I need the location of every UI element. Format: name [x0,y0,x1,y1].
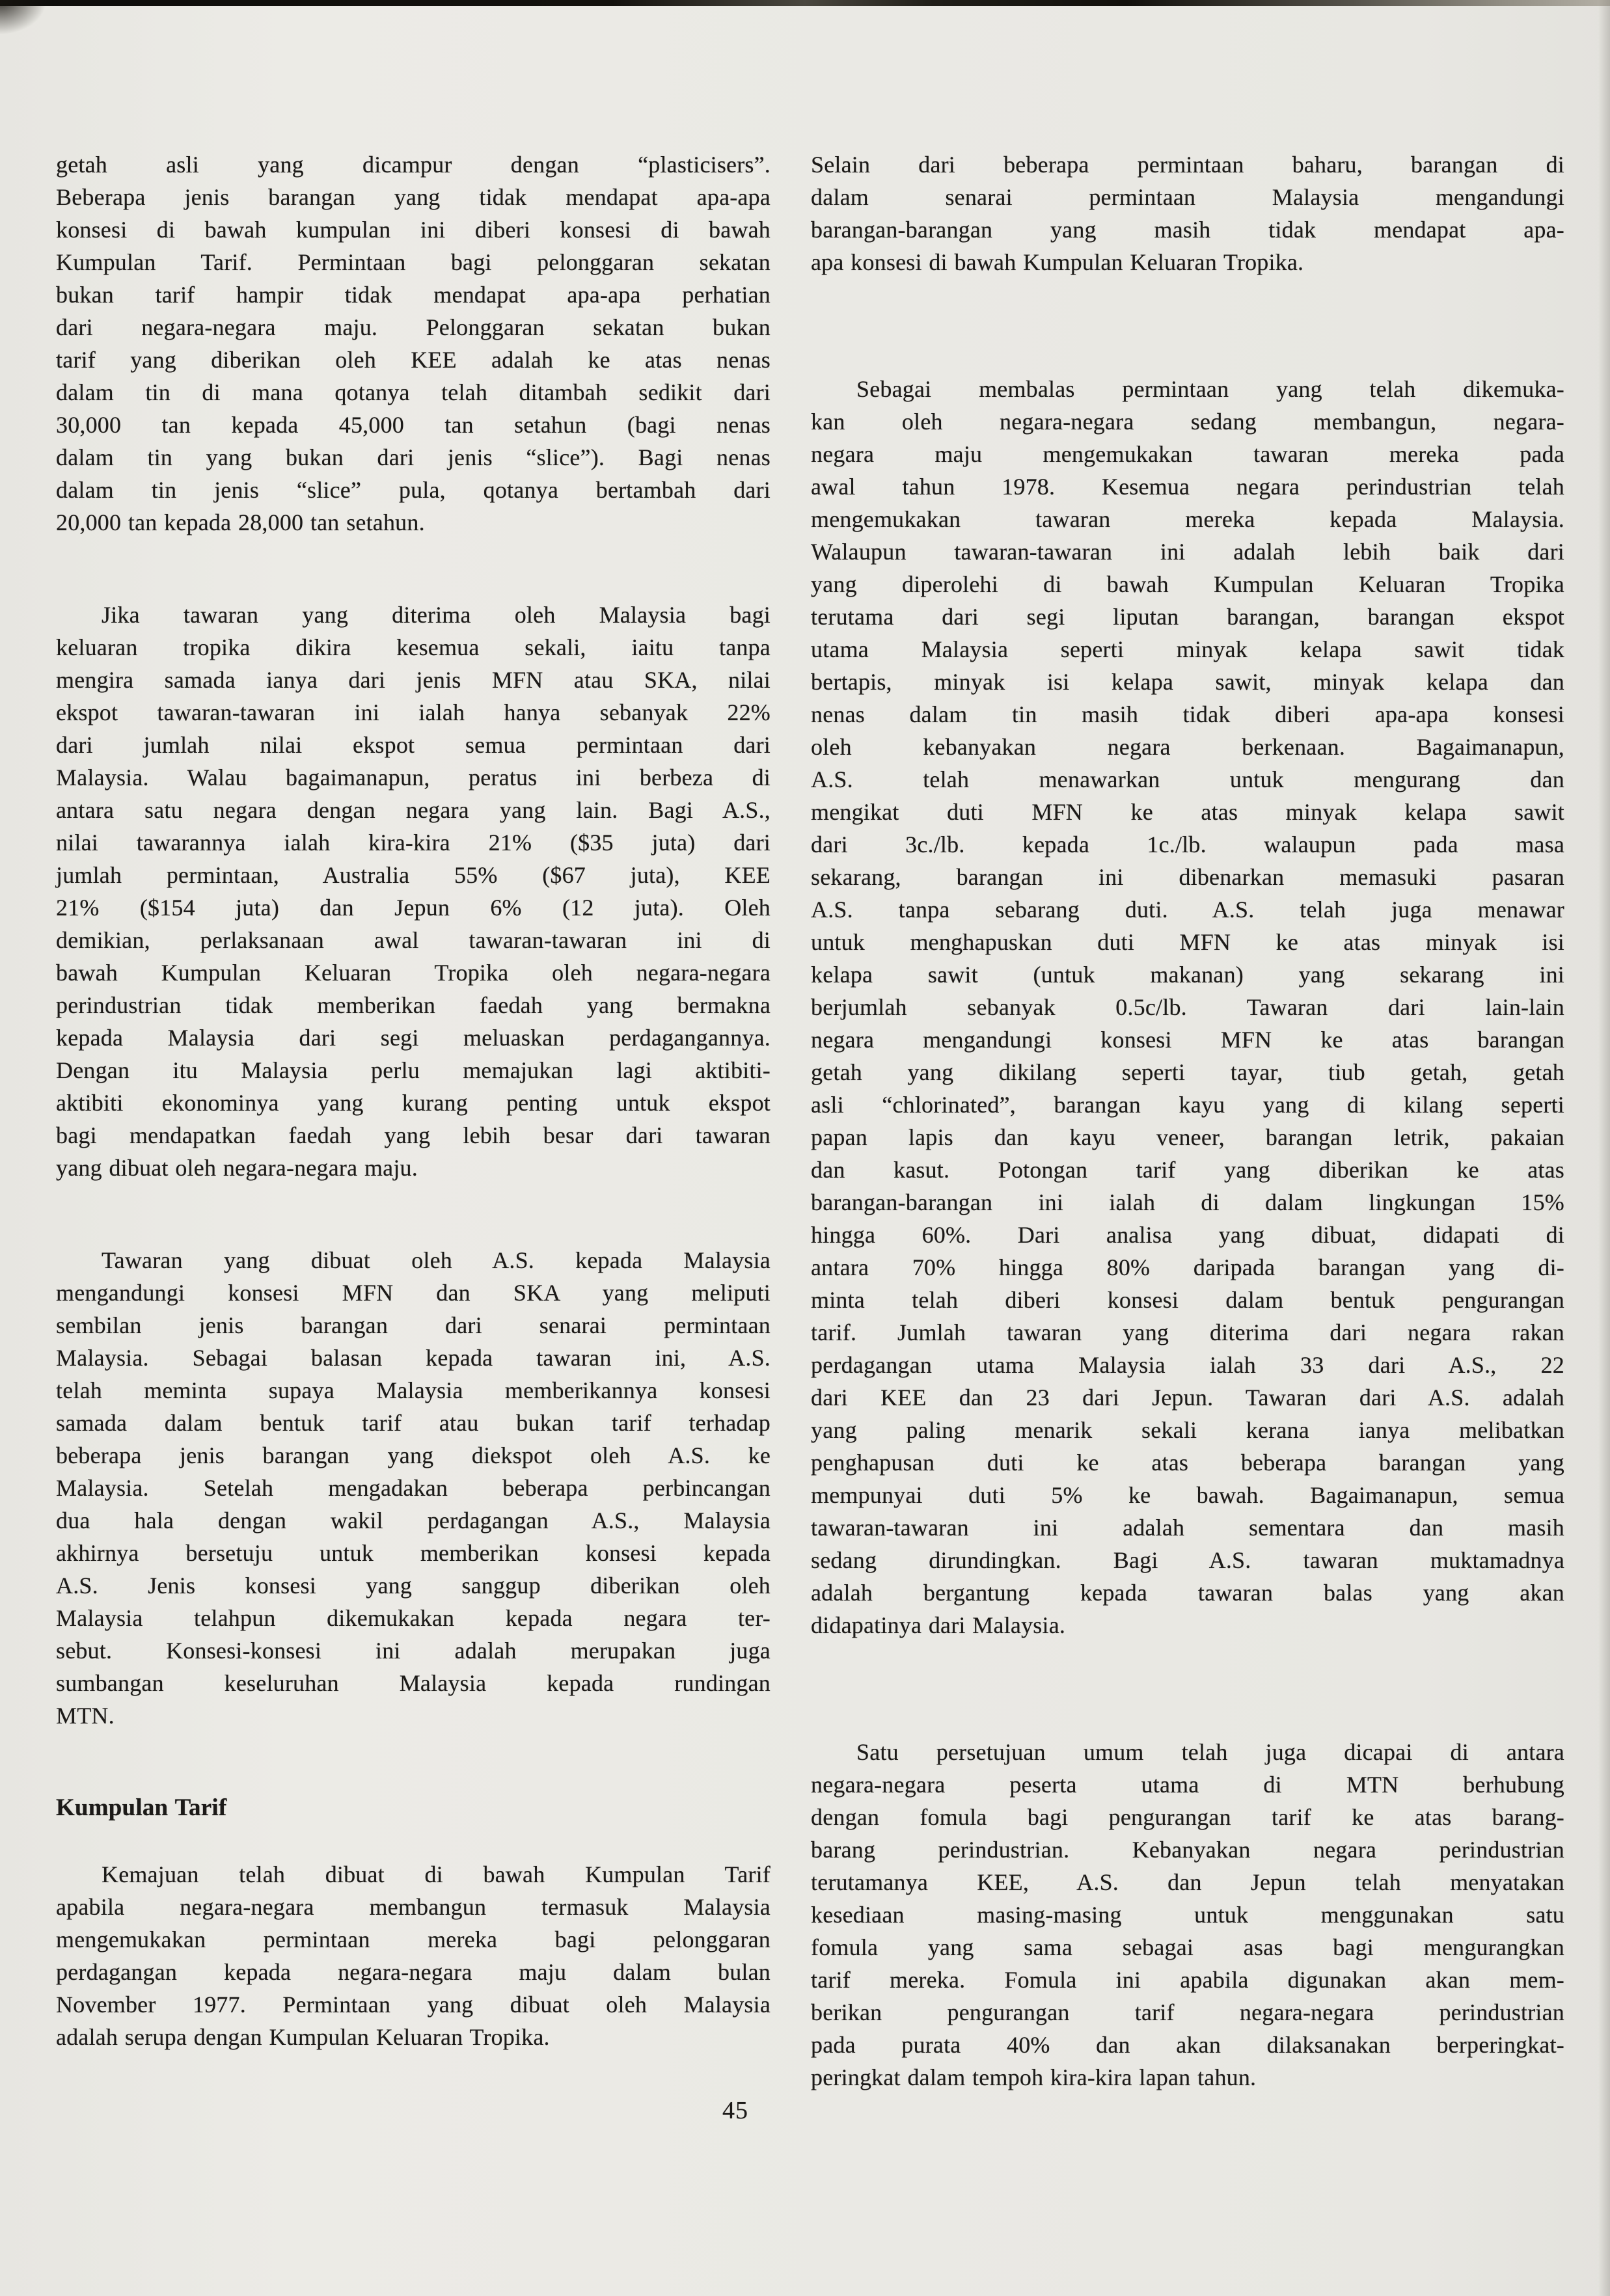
text-line: dari jumlah nilai ekspot semua permintaan dari [56,732,771,758]
text-line: beberapa jenis barangan yang diekspot oleh A.S. ke [56,1442,771,1468]
scan-corner-shade [0,0,46,34]
text-line: telah meminta supaya Malaysia memberikannya konsesi [56,1377,771,1403]
paragraph [811,373,1564,1641]
text-line: sumbangan keseluruhan Malaysia kepada rundingan [56,1670,771,1696]
text-line: dan kasut. Potongan tarif yang diberikan ke atas [811,1157,1564,1183]
text-line: negara mengandungi konsesi MFN ke atas barangan [811,1027,1564,1053]
paragraph [56,1858,771,2053]
text-line: Beberapa jenis barangan yang tidak mendapat apa-apa [56,184,771,210]
text-line: Malaysia. Walau bagaimanapun, peratus ini berbeza di [56,764,771,790]
text-line: dari 3c./lb. kepada 1c./lb. walaupun pada masa [811,831,1564,858]
text-line: dalam tin jenis “slice” pula, qotanya bertambah dari [56,477,771,503]
text-line: sekarang, barangan ini dibenarkan memasuki pasaran [811,864,1564,890]
paragraph [811,148,1564,278]
right-column [811,148,1564,2094]
text-line: pada purata 40% dan akan dilaksanakan berperingkat- [811,2032,1564,2058]
text-line: tarif mereka. Fomula ini apabila digunakan akan mem- [811,1967,1564,1993]
text-line: dalam tin di mana qotanya telah ditambah sedikit dari [56,379,771,405]
text-line: apabila negara-negara membangun termasuk Malaysia [56,1894,771,1920]
text-line: bagi mendapatkan faedah yang lebih besar dari tawaran [56,1122,771,1148]
text-line: negara-negara peserta utama di MTN berhubung [811,1772,1564,1798]
text-line: A.S. telah menawarkan untuk mengurang dan [811,766,1564,792]
text-line: peringkat dalam tempoh kira-kira lapan tahun. [811,2064,1257,2090]
text-line: dalam tin yang bukan dari jenis “slice”). Bagi nenas [56,444,771,470]
paragraph [56,1244,771,1732]
text-line: dari KEE dan 23 dari Jepun. Tawaran dari A.S. adalah [811,1384,1564,1411]
section-heading: Kumpulan Tarif [56,1794,227,1821]
text-line: penghapusan duti ke atas beberapa barangan yang [811,1450,1564,1476]
text-line: samada dalam bentuk tarif atau bukan tarif terhadap [56,1410,771,1436]
text-line: yang diperolehi di bawah Kumpulan Keluaran Tropika [811,571,1564,597]
text-line: dengan fomula bagi pengurangan tarif ke atas barang- [811,1804,1564,1830]
text-line: dua hala dengan wakil perdagangan A.S., Malaysia [56,1507,771,1533]
text-line: papan lapis dan kayu veneer, barangan letrik, pakaian [811,1124,1564,1150]
text-line: adalah serupa dengan Kumpulan Keluaran Tropika. [56,2024,550,2050]
text-line: asli “chlorinated”, barangan kayu yang di kilang seperti [811,1092,1564,1118]
text-line: sebut. Konsesi-konsesi ini adalah merupakan juga [56,1638,771,1664]
text-line: aktibiti ekonominya yang kurang penting untuk ekspot [56,1090,771,1116]
paragraph [56,599,771,1184]
text-line: Malaysia. Setelah mengadakan beberapa perbincangan [56,1475,771,1501]
text-line: barangan-barangan yang masih tidak mendapat apa- [811,217,1564,243]
text-line: Walaupun tawaran-tawaran ini adalah lebih baik dari [811,539,1564,565]
text-line: terutamanya KEE, A.S. dan Jepun telah menyatakan [811,1869,1564,1895]
text-line: antara satu negara dengan negara yang lain. Bagi A.S., [56,797,771,823]
text-line: kesediaan masing-masing untuk menggunakan satu [811,1902,1564,1928]
text-line: nilai tawarannya ialah kira-kira 21% ($35 juta) dari [56,830,771,856]
text-line: minta telah diberi konsesi dalam bentuk pengurangan [811,1287,1564,1313]
text-line: A.S. tanpa sebarang duti. A.S. telah juga menawar [811,897,1564,923]
text-line: November 1977. Permintaan yang dibuat oleh Malaysia [56,1992,771,2018]
text-line: sembilan jenis barangan dari senarai permintaan [56,1312,771,1338]
text-line: barang perindustrian. Kebanyakan negara perindustrian [811,1837,1564,1863]
text-line: awal tahun 1978. Kesemua negara perindustrian telah [811,474,1564,500]
text-line: adalah bergantung kepada tawaran balas yang akan [811,1580,1564,1606]
text-line: barangan-barangan ini ialah di dalam lingkungan 15% [811,1189,1564,1215]
text-line: Malaysia telahpun dikemukakan kepada negara ter- [56,1605,771,1631]
text-line: Tawaran yang dibuat oleh A.S. kepada Malaysia [102,1247,771,1273]
text-line: bertapis, minyak isi kelapa sawit, minyak kelapa dan [811,669,1564,695]
text-line: Satu persetujuan umum telah juga dicapai di antara [856,1739,1564,1765]
text-line: Selain dari beberapa permintaan baharu, barangan di [811,152,1564,178]
text-line: yang dibuat oleh negara-negara maju. [56,1155,418,1181]
text-line: perindustrian tidak memberikan faedah yang bermakna [56,992,771,1018]
text-line: akhirnya bersetuju untuk memberikan konsesi kepada [56,1540,771,1566]
text-line: MTN. [56,1703,115,1729]
text-line: berikan pengurangan tarif negara-negara perindustrian [811,1999,1564,2025]
text-line: Jika tawaran yang diterima oleh Malaysia bagi [102,602,771,628]
text-line: mempunyai duti 5% ke bawah. Bagaimanapun, semua [811,1482,1564,1508]
left-column [56,148,771,2053]
text-line: terutama dari segi liputan barangan, barangan ekspot [811,604,1564,630]
text-line: tarif yang diberikan oleh KEE adalah ke atas nenas [56,347,771,373]
text-line: mengira samada ianya dari jenis MFN atau SKA, nilai [56,667,771,693]
text-line: tarif. Jumlah tawaran yang diterima dari negara rakan [811,1319,1564,1345]
text-line: perdagangan utama Malaysia ialah 33 dari A.S., 22 [811,1352,1564,1378]
paragraph [56,148,771,539]
text-line: kelapa sawit (untuk makanan) yang sekarang ini [811,962,1564,988]
text-line: Kumpulan Tarif. Permintaan bagi pelonggaran sekatan [56,249,771,275]
text-line: mengikat duti MFN ke atas minyak kelapa sawit [811,799,1564,825]
text-line: yang paling menarik sekali kerana ianya melibatkan [811,1417,1564,1443]
text-line: konsesi di bawah kumpulan ini diberi konsesi di bawah [56,217,771,243]
text-line: bukan tarif hampir tidak mendapat apa-apa perhatian [56,282,771,308]
text-line: 30,000 tan kepada 45,000 tan setahun (bagi nenas [56,412,771,438]
text-line: fomula yang sama sebagai asas bagi mengurangkan [811,1934,1564,1960]
text-line: getah asli yang dicampur dengan “plasticisers”. [56,152,771,178]
text-line: dalam senarai permintaan Malaysia mengandungi [811,184,1564,210]
text-line: Kemajuan telah dibuat di bawah Kumpulan Tarif [102,1861,771,1887]
text-line: 20,000 tan kepada 28,000 tan setahun. [56,509,425,535]
text-line: Sebagai membalas permintaan yang telah dikemuka- [856,376,1564,402]
text-line: utama Malaysia seperti minyak kelapa sawit tidak [811,636,1564,662]
paragraph [811,1736,1564,2094]
text-line: kepada Malaysia dari segi meluaskan perdagangannya. [56,1025,771,1051]
text-line: mengemukakan permintaan mereka bagi pelonggaran [56,1926,771,1952]
text-line: dari negara-negara maju. Pelonggaran sekatan bukan [56,314,771,340]
text-line: demikian, perlaksanaan awal tawaran-tawaran ini di [56,927,771,953]
text-line: ekspot tawaran-tawaran ini ialah hanya sebanyak 22% [56,699,771,725]
text-line: negara maju mengemukakan tawaran mereka pada [811,441,1564,467]
text-line: Malaysia. Sebagai balasan kepada tawaran ini, A.S. [56,1345,771,1371]
text-line: kan oleh negara-negara sedang membangun, negara- [811,409,1564,435]
text-line: bawah Kumpulan Keluaran Tropika oleh negara-negara [56,960,771,986]
text-line: tawaran-tawaran ini adalah sementara dan masih [811,1515,1564,1541]
page-number: 45 [722,2097,748,2124]
text-line: nenas dalam tin masih tidak diberi apa-apa konsesi [811,701,1564,727]
scan-top-edge [0,0,1610,6]
text-line: antara 70% hingga 80% daripada barangan yang di- [811,1254,1564,1280]
text-line: mengandungi konsesi MFN dan SKA yang meliputi [56,1280,771,1306]
text-line: Dengan itu Malaysia perlu memajukan lagi aktibiti- [56,1057,771,1083]
text-line: getah yang dikilang seperti tayar, tiub getah, getah [811,1059,1564,1085]
text-line: sedang dirundingkan. Bagi A.S. tawaran muktamadnya [811,1547,1564,1573]
text-line: perdagangan kepada negara-negara maju dalam bulan [56,1959,771,1985]
text-line: apa konsesi di bawah Kumpulan Keluaran Tropika. [811,249,1304,275]
text-line: untuk menghapuskan duti MFN ke atas minyak isi [811,929,1564,955]
text-line: oleh kebanyakan negara berkenaan. Bagaimanapun, [811,734,1564,760]
text-line: keluaran tropika dikira kesemua sekali, iaitu tanpa [56,634,771,660]
text-line: didapatinya dari Malaysia. [811,1612,1066,1638]
text-line: mengemukakan tawaran mereka kepada Malaysia. [811,506,1564,532]
scan-right-edge [1598,0,1610,2296]
text-line: hingga 60%. Dari analisa yang dibuat, didapati di [811,1222,1564,1248]
text-line: berjumlah sebanyak 0.5c/lb. Tawaran dari lain-lain [811,994,1564,1020]
text-line: A.S. Jenis konsesi yang sanggup diberikan oleh [56,1573,771,1599]
text-line: 21% ($154 juta) dan Jepun 6% (12 juta). Oleh [56,895,771,921]
text-line: jumlah permintaan, Australia 55% ($67 juta), KEE [56,862,771,888]
